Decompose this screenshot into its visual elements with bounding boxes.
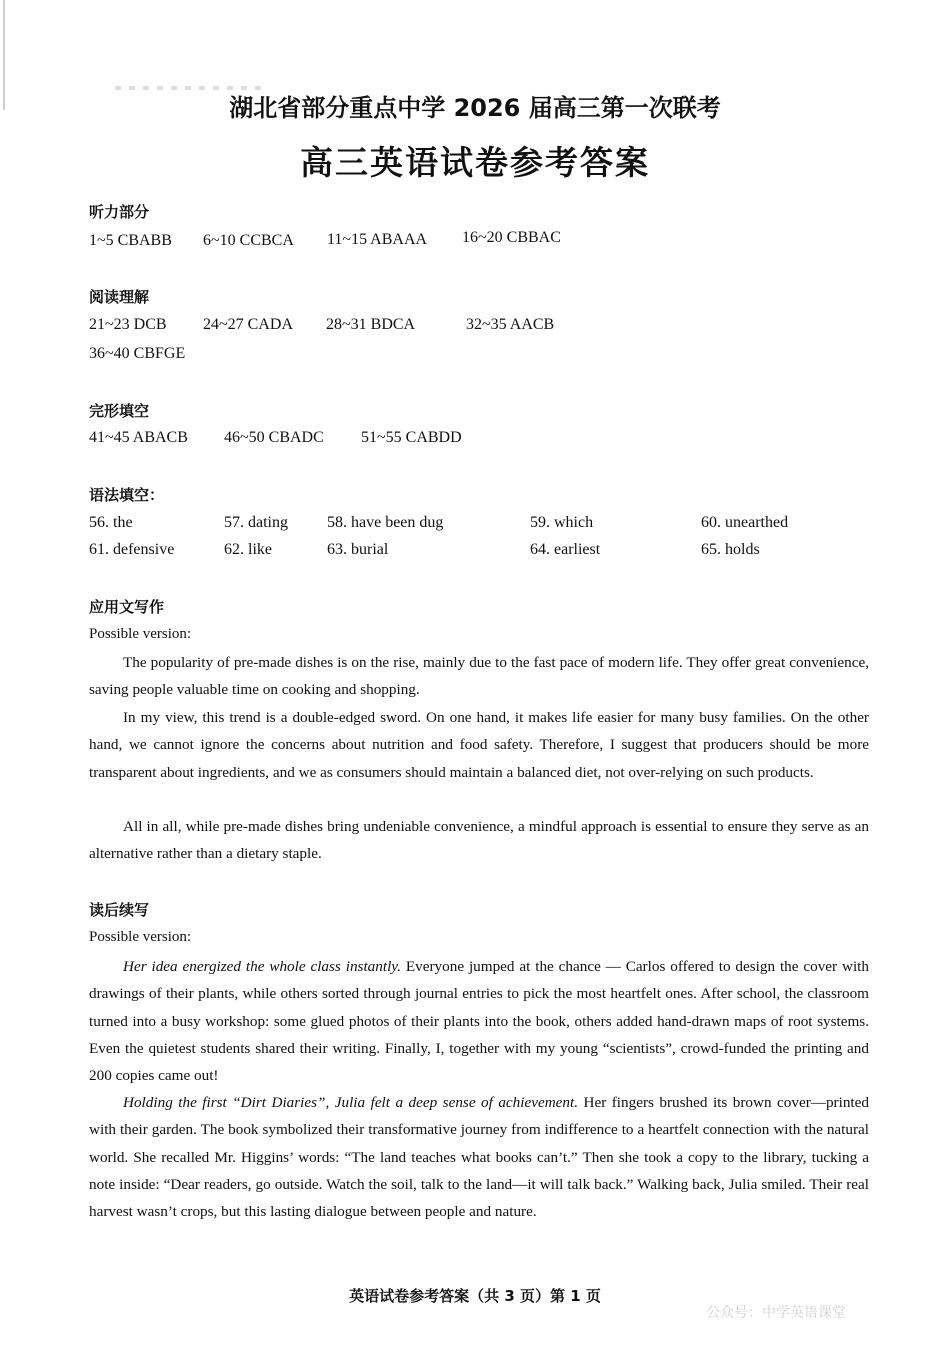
answer-group: 24~27 CADA [203, 316, 293, 333]
answer-item: 60. unearthed [701, 514, 789, 531]
paragraph-lead-sentence: Holding the first “Dirt Diaries”, Julia felt a deep sense of achievement. [123, 1094, 579, 1111]
answer-group: 16~20 CBBAC [462, 229, 561, 246]
answer-item: 56. the [89, 514, 133, 531]
listening-heading: 听力部分 [89, 203, 150, 221]
answer-group: 36~40 CBFGE [89, 345, 186, 362]
writing-paragraph: In my view, this trend is a double-edged sword. On one hand, it makes life easier for many busy families. On the other hand, we cannot ignore the concerns about nutrition and food safety. Therefore, I suggest that producers should be more transparent about ingredients, and we as consumers should maintain a balanced diet, not over-relying on such products. [89, 709, 869, 781]
answer-group: 41~45 ABACB [89, 429, 188, 446]
answer-item: 57. dating [224, 514, 288, 531]
answer-group: 51~55 CABDD [361, 429, 462, 446]
paragraph-body: Everyone jumped at the chance — Carlos offered to design the cover with drawings of their plants, while others sorted through journal entries to pick the most heartfelt ones. After school, the classroom turned into a busy workshop: some glued photos of their plants into the book, others added hand-drawn maps of root systems. Even the quietest students shared their writing. Finally, I, together with my young “scientists”, crowd-funded the printing and 200 copies came out! [89, 958, 869, 1085]
cloze-heading: 完形填空 [89, 402, 150, 420]
answer-group: 6~10 CCBCA [203, 232, 294, 249]
reading-heading: 阅读理解 [89, 288, 150, 306]
page-footer: 英语试卷参考答案（共 3 页）第 1 页 [349, 1287, 601, 1305]
answer-item: 62. like [224, 541, 272, 558]
writing-heading: 应用文写作 [89, 598, 165, 616]
paragraph-lead-sentence: Her idea energized the whole class instantly. [123, 958, 401, 975]
grammar-heading: 语法填空： [89, 486, 165, 504]
answer-group: 46~50 CBADC [224, 429, 324, 446]
answer-item: 61. defensive [89, 541, 175, 558]
watermark: 公众号：中学英语课堂 [706, 1305, 846, 1321]
continuation-paragraph [89, 1089, 869, 1225]
writing-version-label: Possible version: [89, 626, 192, 642]
answer-group: 11~15 ABAAA [327, 231, 428, 248]
continuation-version-label: Possible version: [89, 929, 192, 945]
answer-group: 1~5 CBABB [89, 232, 172, 249]
answer-group: 32~35 AACB [466, 316, 555, 333]
exam-title: 湖北省部分重点中学 2026 届高三第一次联考 [229, 94, 721, 122]
answer-item: 59. which [530, 514, 594, 531]
answer-group: 21~23 DCB [89, 316, 167, 333]
continuation-heading: 读后续写 [89, 901, 150, 919]
paragraph-body: Her fingers brushed its brown cover—printed with their garden. The book symbolized their transformative journey from indifference to a heartfelt connection with the natural world. She recalled Mr. Higgins’ words: “The land teaches what books can’t.” Then she took a copy to the library, tucking a note inside: “Dear readers, go outside. Watch the soil, talk to the land—it will talk back.” Walking back, Julia smiled. Their real harvest wasn’t crops, but this lasting dialogue between people and nature. [89, 1094, 869, 1221]
answer-item: 65. holds [701, 541, 760, 558]
answer-key-title: 高三英语试卷参考答案 [300, 143, 650, 182]
writing-paragraph: All in all, while pre-made dishes bring undeniable convenience, a mindful approach is essential to ensure they serve as an alternative rather than a dietary staple. [89, 818, 869, 863]
answer-item: 63. burial [327, 541, 389, 558]
continuation-paragraph [89, 953, 869, 1089]
answer-item: 64. earliest [530, 541, 601, 558]
writing-paragraph: The popularity of pre-made dishes is on the rise, mainly due to the fast pace of modern life. They offer great convenience, saving people valuable time on cooking and shopping. [89, 654, 869, 699]
answer-group: 28~31 BDCA [326, 316, 416, 333]
answer-item: 58. have been dug [327, 514, 444, 531]
